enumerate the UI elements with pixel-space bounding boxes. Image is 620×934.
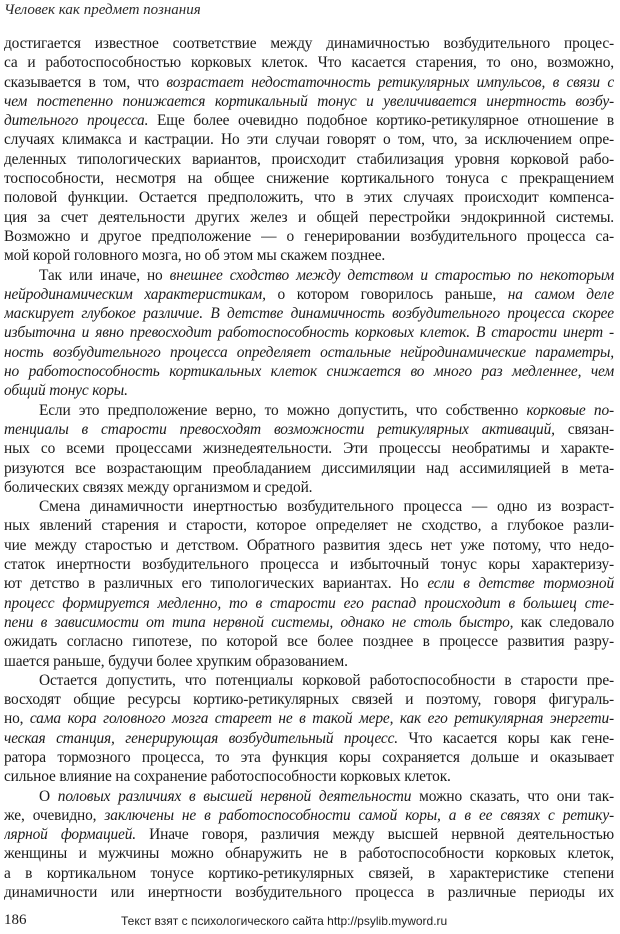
text-line xyxy=(4,73,614,92)
text-line xyxy=(4,130,614,149)
italic-text: маскирует глубокое различие. В детстве динамичность возбудительного процесса скорее xyxy=(4,305,614,323)
italic-text: если в детстве тормозной xyxy=(427,575,614,593)
text-segment: женщины и мужчины можно обнаружить не в работоспособности корковых клеток, xyxy=(4,845,614,863)
text-line xyxy=(4,516,614,535)
text-line xyxy=(4,439,614,458)
text-line xyxy=(4,304,614,323)
text-line xyxy=(4,53,614,72)
page-number: 186 xyxy=(4,912,27,928)
text-segment: половой функции. Остается предположить, что в этих случаях происходит компенса- xyxy=(4,189,614,207)
text-segment: связан- xyxy=(554,420,614,438)
text-segment: Так или иначе, но xyxy=(39,266,170,284)
italic-text: ческая станция, генерирующая возбудительный процесс. xyxy=(4,729,398,747)
text-line xyxy=(4,536,614,555)
text-line xyxy=(4,246,614,265)
text-segment: ных явлений старения и старости, которое определяет не сходство, а глубокое разли- xyxy=(4,517,614,535)
text-line xyxy=(4,555,614,574)
text-segment: сказывается в том, что xyxy=(4,73,167,91)
text-segment: а в кортикальном тонусе кортико-ретикулярных связей, в характеристике степени xyxy=(4,864,614,882)
text-segment: динамичности или инертности возбудительного процесса в различные периоды их xyxy=(4,884,614,902)
body-text xyxy=(4,34,614,902)
text-line xyxy=(4,208,614,227)
italic-text: нейродинамическим характеристикам, xyxy=(4,285,266,303)
text-line xyxy=(4,285,614,304)
text-segment: чие между старостью и детством. Обратного развития здесь нет уже потому, что недо- xyxy=(4,536,614,554)
text-line xyxy=(4,574,614,593)
text-segment: как следовало xyxy=(513,613,614,631)
text-segment: достигается известное соответствие между динамичностью возбудительного процес- xyxy=(4,35,614,52)
text-line xyxy=(4,343,614,362)
text-segment: ратора тормозного процесса, то эта функция коры сохраняется дольше и оказывает xyxy=(4,748,614,766)
text-line xyxy=(4,632,614,651)
text-line xyxy=(4,594,614,613)
text-line xyxy=(4,787,614,806)
paragraph xyxy=(4,497,614,671)
italic-text: тенциалы в старости превосходят возможности ретикулярных активаций, xyxy=(4,420,555,438)
text-line xyxy=(4,459,614,478)
text-line xyxy=(4,420,614,439)
text-line xyxy=(4,34,614,53)
text-segment: ют детство в различных его типологических вариантах. Но xyxy=(4,575,428,593)
text-segment: сильное влияние на сохранение работоспособности корковых клеток. xyxy=(4,768,451,786)
text-line xyxy=(4,652,614,671)
paragraph xyxy=(4,787,614,903)
text-segment: ция за счет деятельности других желез и общей перестройки эндокринной системы. xyxy=(4,208,614,226)
text-segment: о котором говорилось раньше, xyxy=(265,285,508,303)
italic-text: на самом деле xyxy=(507,285,614,303)
italic-text: процесс формируется медленно, то в старости его распад происходит в большец сте- xyxy=(4,594,614,612)
text-line xyxy=(4,844,614,863)
text-segment: ожидать согласно гипотезе, по которой все более позднее в процессе развития разру- xyxy=(4,633,614,651)
text-line xyxy=(4,92,614,111)
italic-text: но работоспособность кортикальных клеток снижается во много раз медленнее, чем xyxy=(4,363,614,381)
text-line xyxy=(4,497,614,516)
text-segment: ных со всеми процессами жизнедеятельности. Эти процессы необратимы и характе- xyxy=(4,440,614,458)
text-line xyxy=(4,729,614,748)
text-line xyxy=(4,323,614,342)
text-line xyxy=(4,767,614,786)
text-line xyxy=(4,806,614,825)
text-segment: Еще более очевидно подобное кортико-ретикулярное отношение в xyxy=(148,112,614,130)
text-line xyxy=(4,227,614,246)
text-line xyxy=(4,748,614,767)
italic-text: заключены не в работоспособности самой коры, а в ее связях с ретику- xyxy=(104,806,614,824)
paragraph xyxy=(4,401,614,497)
text-line xyxy=(4,613,614,632)
text-segment: шается раньше, будучи более хрупким образованием. xyxy=(4,652,348,670)
text-segment: Смена динамичности инертностью возбудительного процесса — одно из возраст- xyxy=(39,498,614,516)
text-line xyxy=(4,709,614,728)
italic-text: сама кора головного мозга стареет не в такой мере, как его ретикулярная энергети- xyxy=(29,710,614,728)
text-segment: случаях климакса и кастрации. Но эти случаи говорят о том, что, за исключением опре- xyxy=(4,131,614,149)
italic-text: корковые по- xyxy=(526,401,614,419)
text-segment: Остается допустить, что потенциалы корковой работоспособности в старости пре- xyxy=(39,671,614,689)
italic-text: ность возбудительного процесса определяет остальные нейродинамические параметры, xyxy=(4,343,614,361)
text-segment: статок инертности возбудительного процесса и избыточный тонус коры характеризу- xyxy=(4,556,614,574)
italic-text: половых различиях в высшей нервной деятельности xyxy=(57,787,412,805)
text-segment: Что касается коры как гене- xyxy=(398,729,614,747)
italic-text: пени в зависимости от типа нервной системы, однако не столь быстро, xyxy=(4,613,514,631)
text-line xyxy=(4,188,614,207)
text-line xyxy=(4,864,614,883)
text-segment: же, очевидно, xyxy=(4,806,105,824)
italic-text: общий тонус коры. xyxy=(4,382,128,400)
text-segment: болических связях между организмом и средой. xyxy=(4,478,313,496)
italic-text: чем постепенно понижается кортикальный тонус и увеличивается инертность возбу- xyxy=(4,92,614,110)
text-segment: но, xyxy=(4,710,30,728)
italic-text: избыточна и явно превосходит работоспособность корковых клеток. В старости инерт - xyxy=(4,324,614,342)
text-line xyxy=(4,825,614,844)
text-line xyxy=(4,671,614,690)
text-segment: деленных типологических вариантов, происходит стабилизация уровня корковой рабо- xyxy=(4,150,614,168)
text-line xyxy=(4,169,614,188)
text-segment: мой корой головного мозга, но об этом мы скажем позднее. xyxy=(4,247,386,265)
text-segment: восходят общие ресурсы кортико-ретикулярных связей и поэтому, говоря фигураль- xyxy=(4,691,614,709)
text-line xyxy=(4,478,614,497)
text-line xyxy=(4,266,614,285)
text-segment: Если это предположение верно, то можно допустить, что собственно xyxy=(39,401,527,419)
paragraph xyxy=(4,671,614,787)
text-segment: О xyxy=(39,787,58,805)
text-segment: са и работоспособностью корковых клеток. Что касается старения, то оно, возможно, xyxy=(4,54,614,72)
italic-text: внешнее сходство между детством и старостью по некоторым xyxy=(169,266,614,284)
text-segment: Возможно и другое предположение — о генерировании возбудительного процесса са- xyxy=(4,227,614,245)
text-line xyxy=(4,883,614,902)
paragraph xyxy=(4,34,614,266)
text-line xyxy=(4,381,614,400)
source-note: Текст взят с психологического сайта http://psylib.myword.ru xyxy=(121,914,448,928)
text-segment: ризуются все возрастающим преобладанием диссимиляции над ассимиляцией в мета- xyxy=(4,459,614,477)
text-line xyxy=(4,401,614,420)
text-segment: можно сказать, что они так- xyxy=(411,787,614,805)
text-segment: Иначе говоря, различия между высшей нервной деятельностью xyxy=(135,826,614,844)
italic-text: дительного процесса. xyxy=(4,112,149,130)
text-line xyxy=(4,362,614,381)
text-line xyxy=(4,690,614,709)
text-line xyxy=(4,111,614,130)
text-segment: тоспособности, несмотря на общее снижение кортикального тонуса с прекращением xyxy=(4,170,614,188)
running-head-title: Человек как предмет познания xyxy=(4,2,201,18)
italic-text: лярной формацией. xyxy=(4,826,136,844)
italic-text: возрастает недостаточность ретикулярных импульсов, в связи с xyxy=(166,73,614,91)
text-line xyxy=(4,150,614,169)
paragraph xyxy=(4,266,614,401)
